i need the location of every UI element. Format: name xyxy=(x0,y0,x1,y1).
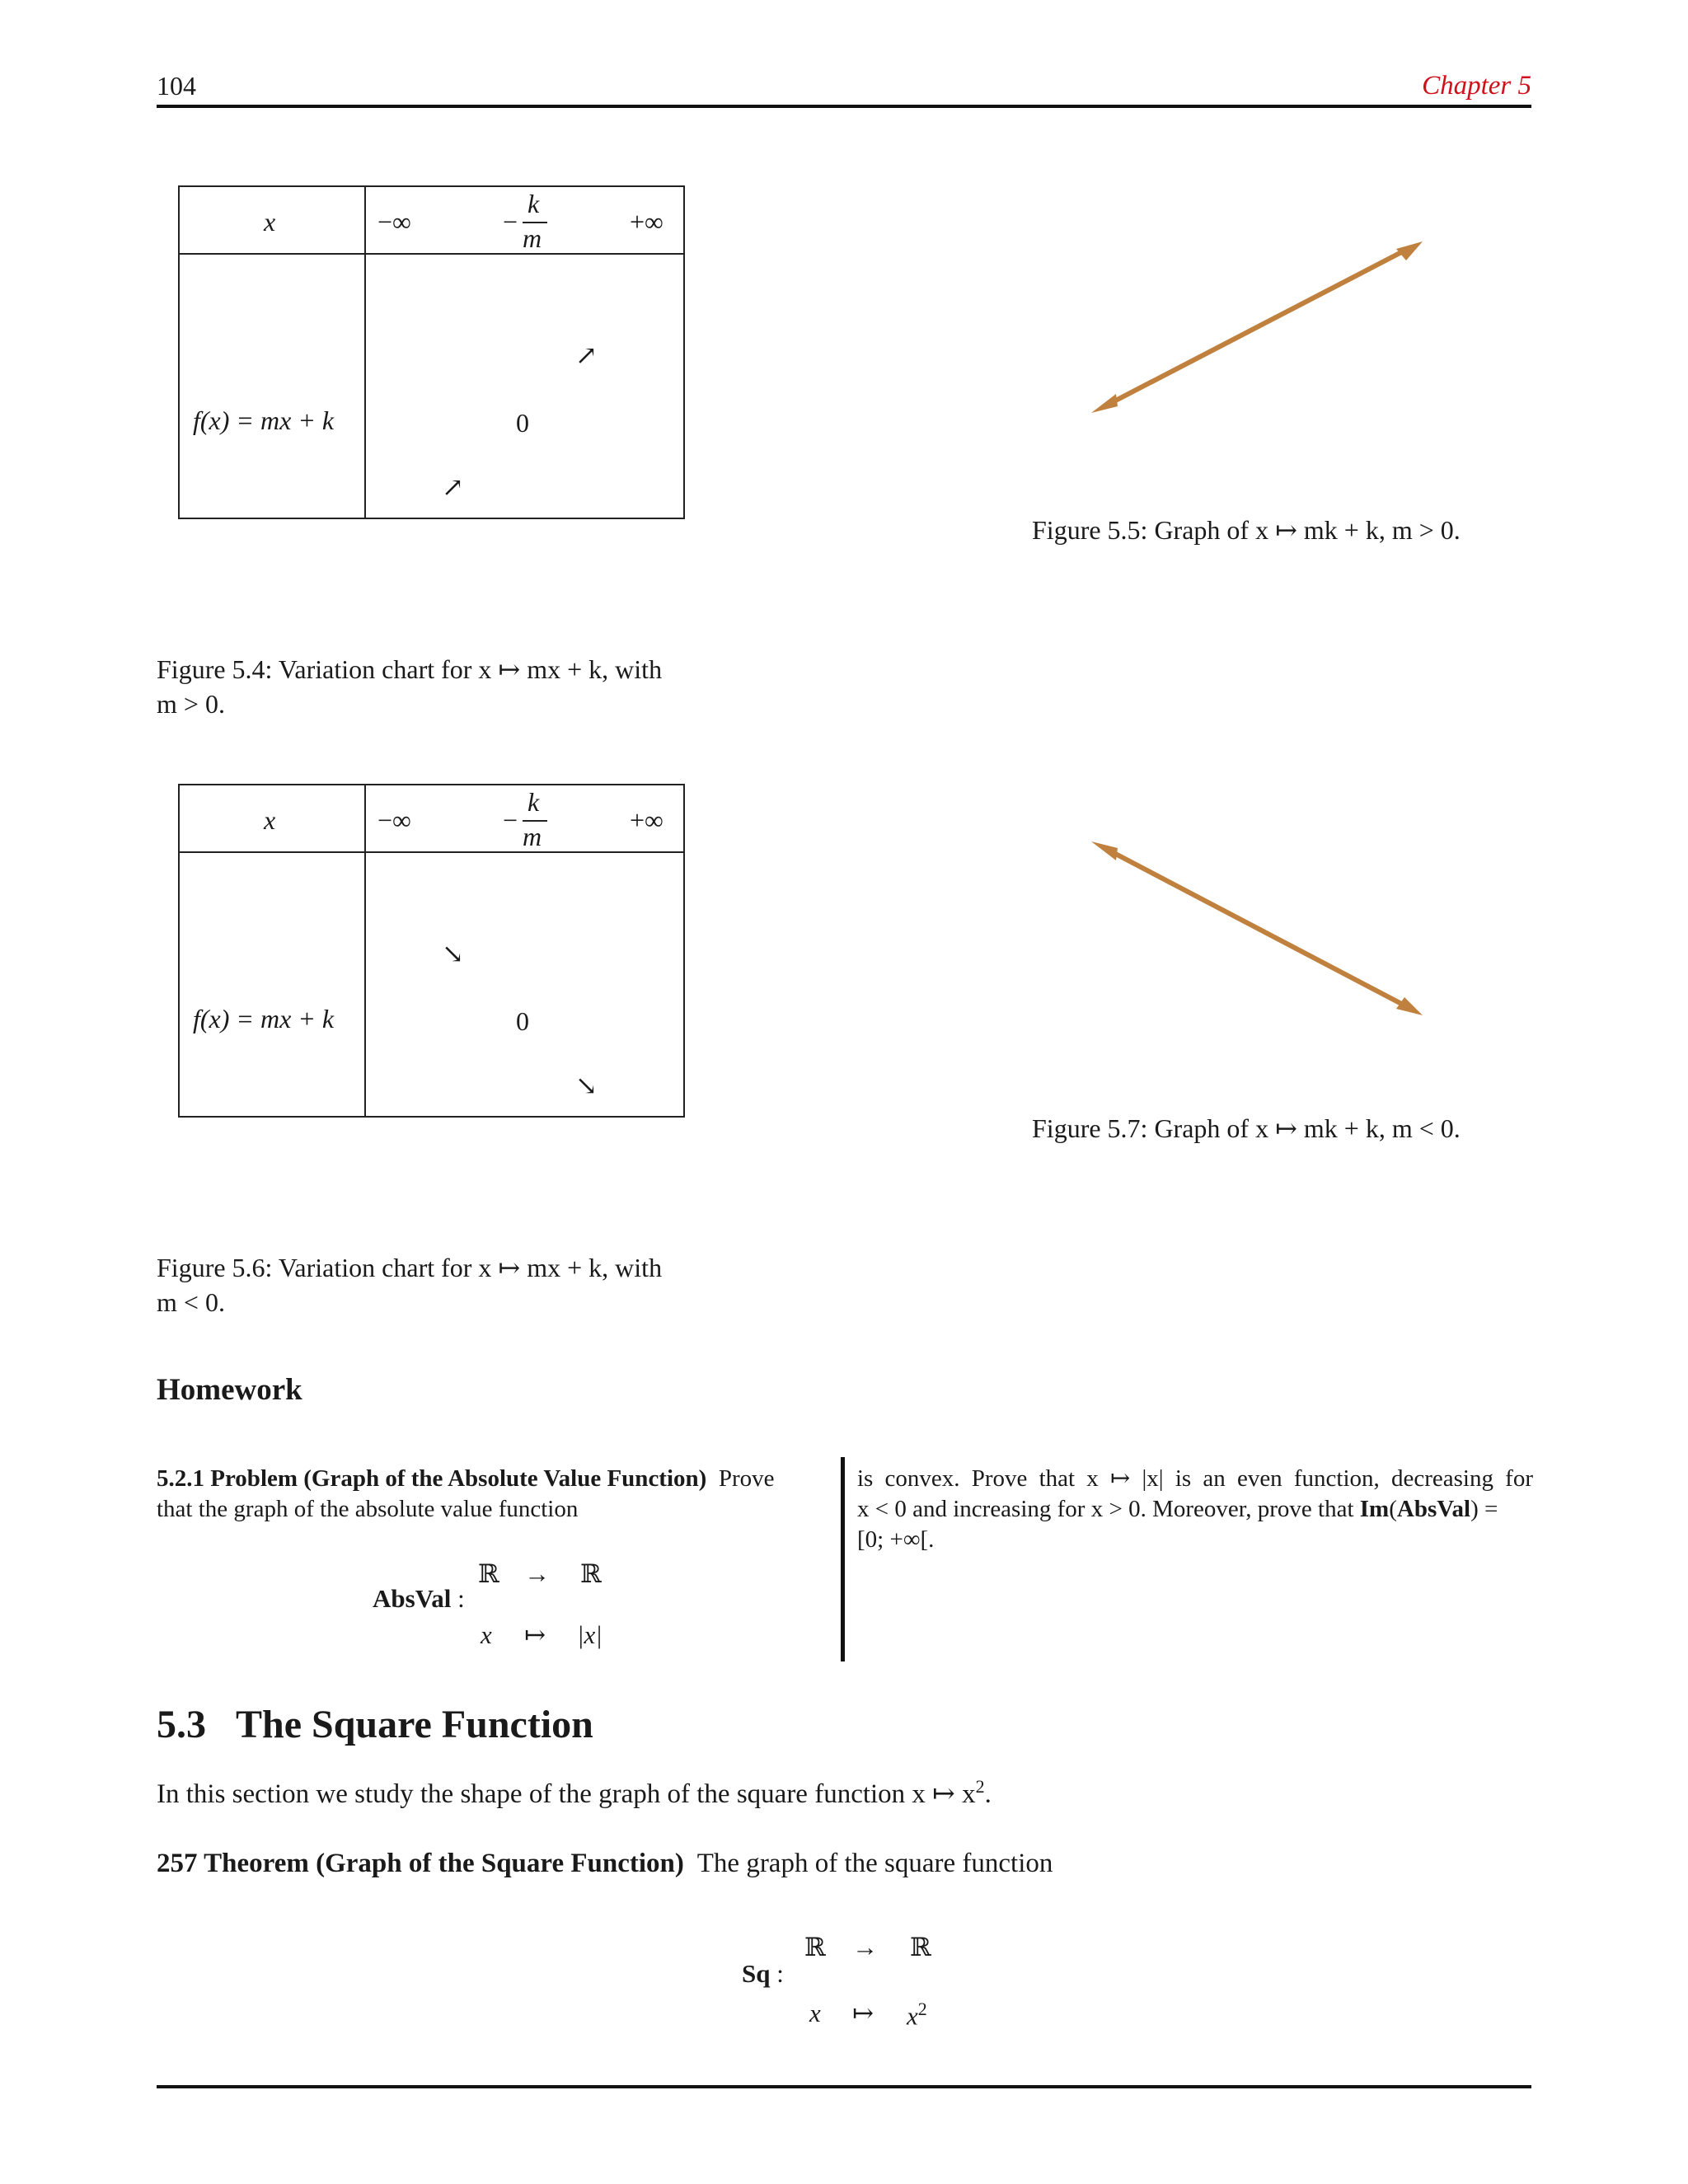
arrow-right-icon: → xyxy=(852,1933,878,1961)
theorem-title: 257 Theorem (Graph of the Square Function) xyxy=(157,1849,684,1878)
arrow-down-right-icon: ↘ xyxy=(575,1071,598,1100)
caption-line: Figure 5.6: Variation chart for x ↦ mx + k, with xyxy=(157,1253,663,1282)
column-divider xyxy=(841,1457,845,1661)
codomain-reals: ℝ xyxy=(910,1933,931,1961)
theorem-257 xyxy=(157,1849,1053,1879)
sq-name xyxy=(742,1959,784,1989)
problem-5-2-1 xyxy=(157,1464,816,1525)
abs-x: |x| xyxy=(577,1620,603,1649)
graph-line xyxy=(1106,249,1408,405)
fraction-denominator: m xyxy=(523,822,542,851)
mapsto-icon: ↦ xyxy=(852,1999,874,2027)
problem-text: that the graph of the absolute value function xyxy=(157,1496,579,1522)
section-title xyxy=(157,1702,593,1747)
fraction-numerator: k xyxy=(528,787,540,817)
zero-value: 0 xyxy=(516,408,529,438)
section-number: 5.3 xyxy=(157,1703,206,1746)
problem-text: x < 0 and increasing for x > 0. Moreover, prove that xyxy=(857,1496,1354,1522)
table-divider-horizontal xyxy=(180,851,683,853)
absval-name xyxy=(373,1584,465,1614)
chapter-title: Chapter 5 xyxy=(1422,71,1531,101)
graph-line xyxy=(1106,849,1408,1007)
x-label: x xyxy=(264,805,276,835)
table-divider-vertical xyxy=(364,785,366,1116)
mapsto-icon: ↦ xyxy=(524,1620,546,1649)
variable-x: x xyxy=(809,1999,821,2027)
arrow-up-right-icon: ↗ xyxy=(575,340,598,370)
arrowhead-left xyxy=(1091,394,1118,413)
footer-rule xyxy=(157,2085,1531,2088)
arrowhead-right xyxy=(1396,241,1423,260)
caption-line: m > 0. xyxy=(157,689,225,719)
intro-text: In this section we study the shape of the graph of the square function x ↦ x xyxy=(157,1779,976,1809)
homework-heading: Homework xyxy=(157,1373,302,1407)
image-operator: Im xyxy=(1359,1496,1390,1522)
caption-5-4 xyxy=(157,652,662,721)
theorem-text: The graph of the square function xyxy=(696,1849,1053,1878)
pos-infinity: +∞ xyxy=(630,805,663,835)
arrowhead-right xyxy=(1396,997,1423,1015)
problem-text: is convex. Prove that x ↦ |x| is an even function, decreasing for xyxy=(857,1465,1533,1492)
caption-line: m < 0. xyxy=(157,1287,225,1317)
zero-value: 0 xyxy=(516,1006,529,1036)
problem-text: Prove xyxy=(718,1465,775,1492)
problem-text: [0; +∞[. xyxy=(857,1526,935,1553)
problem-text-line xyxy=(857,1494,1533,1525)
fraction-numerator: k xyxy=(528,189,540,218)
section-title-text: The Square Function xyxy=(236,1703,593,1746)
colon: : xyxy=(776,1959,784,1988)
page-number: 104 xyxy=(157,71,196,101)
domain-reals: ℝ xyxy=(804,1933,826,1961)
fraction-minus: − xyxy=(503,207,518,237)
table-divider-horizontal xyxy=(180,253,683,255)
colon: : xyxy=(457,1584,465,1613)
caption-5-6 xyxy=(157,1250,662,1319)
period: . xyxy=(984,1779,992,1809)
variable-x: x xyxy=(907,2001,918,2031)
neg-infinity: −∞ xyxy=(377,805,411,835)
domain-reals: ℝ xyxy=(478,1559,499,1588)
superscript: 2 xyxy=(975,1776,985,1797)
function-label: f(x) = mx + k xyxy=(193,405,335,435)
graph-increasing-line xyxy=(1071,231,1451,437)
sq-label: Sq xyxy=(742,1959,771,1988)
arrow-up-right-icon: ↗ xyxy=(442,472,464,502)
table-divider-vertical xyxy=(364,187,366,518)
paren: ( xyxy=(1389,1496,1397,1522)
problem-continuation xyxy=(857,1464,1533,1555)
absval-label: AbsVal xyxy=(373,1584,452,1613)
fraction-minus: − xyxy=(503,805,518,835)
header-rule xyxy=(157,105,1531,108)
caption-line: Figure 5.4: Variation chart for x ↦ mx + k, with xyxy=(157,654,663,684)
fraction-denominator: m xyxy=(523,223,542,253)
superscript: 2 xyxy=(917,1999,927,2019)
x-squared xyxy=(907,1999,927,2031)
problem-title: 5.2.1 Problem (Graph of the Absolute Value Function) xyxy=(157,1465,707,1492)
caption-5-7: Figure 5.7: Graph of x ↦ mk + k, m < 0. xyxy=(1032,1113,1461,1143)
caption-5-5: Figure 5.5: Graph of x ↦ mk + k, m > 0. xyxy=(1032,515,1461,545)
x-label: x xyxy=(264,207,276,237)
graph-decreasing-line xyxy=(1071,832,1451,1038)
paren: ) = xyxy=(1470,1496,1498,1522)
arrowhead-left xyxy=(1091,841,1118,860)
variation-chart-increasing xyxy=(178,185,685,519)
neg-infinity: −∞ xyxy=(377,207,411,237)
pos-infinity: +∞ xyxy=(630,207,663,237)
section-intro xyxy=(157,1776,992,1810)
absval-ref: AbsVal xyxy=(1396,1496,1471,1522)
codomain-reals: ℝ xyxy=(580,1559,602,1588)
variable-x: x xyxy=(481,1620,492,1649)
arrow-down-right-icon: ↘ xyxy=(442,939,464,968)
function-label: f(x) = mx + k xyxy=(193,1004,335,1033)
variation-chart-decreasing xyxy=(178,784,685,1118)
arrow-right-icon: → xyxy=(524,1559,550,1588)
